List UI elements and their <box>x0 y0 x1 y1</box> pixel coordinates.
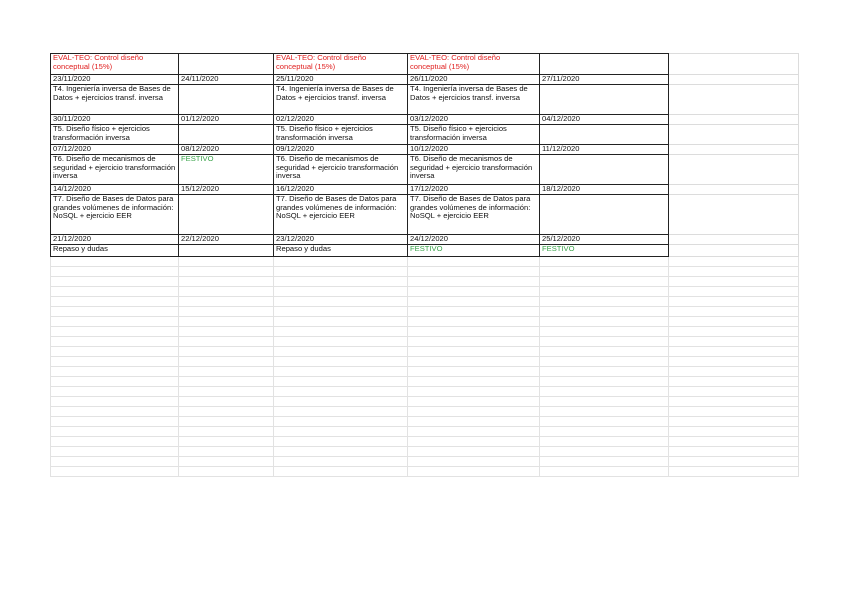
empty-cell[interactable] <box>179 337 274 347</box>
empty-cell[interactable] <box>669 347 799 357</box>
empty-cell[interactable] <box>274 447 408 457</box>
table-cell[interactable] <box>669 85 799 115</box>
empty-cell[interactable] <box>669 447 799 457</box>
empty-cell[interactable] <box>274 417 408 427</box>
empty-cell[interactable] <box>669 387 799 397</box>
empty-cell[interactable] <box>179 277 274 287</box>
table-cell[interactable]: 15/12/2020 <box>179 185 274 195</box>
empty-cell[interactable] <box>669 407 799 417</box>
empty-cell[interactable] <box>274 457 408 467</box>
empty-cell[interactable] <box>274 377 408 387</box>
empty-cell[interactable] <box>274 347 408 357</box>
empty-cell[interactable] <box>274 387 408 397</box>
empty-row <box>51 357 799 367</box>
table-cell[interactable]: 10/12/2020 <box>408 145 540 155</box>
empty-cell[interactable] <box>274 367 408 377</box>
empty-row <box>51 467 799 477</box>
table-cell[interactable]: T7. Diseño de Bases de Datos para grandes volúmenes de información: NoSQL + ejercicio EER <box>51 195 179 235</box>
table-cell[interactable]: 07/12/2020 <box>51 145 179 155</box>
table-cell[interactable]: T5. Diseño físico + ejercicios transformación inversa <box>408 125 540 145</box>
empty-row <box>51 347 799 357</box>
empty-cell[interactable] <box>274 327 408 337</box>
empty-cell[interactable] <box>540 287 669 297</box>
empty-cell[interactable] <box>540 267 669 277</box>
table-cell[interactable]: Repaso y dudas <box>274 245 408 257</box>
table-cell[interactable] <box>540 125 669 145</box>
table-cell[interactable] <box>669 155 799 185</box>
empty-cell[interactable] <box>51 467 179 477</box>
table-cell[interactable]: 08/12/2020 <box>179 145 274 155</box>
empty-cell[interactable] <box>669 337 799 347</box>
spreadsheet <box>50 53 798 529</box>
empty-cell[interactable] <box>274 277 408 287</box>
empty-cell[interactable] <box>51 317 179 327</box>
empty-cell[interactable] <box>408 337 540 347</box>
table-cell[interactable] <box>669 195 799 235</box>
table-cell[interactable]: 16/12/2020 <box>274 185 408 195</box>
empty-row <box>51 297 799 307</box>
empty-cell[interactable] <box>51 377 179 387</box>
empty-cell[interactable] <box>669 287 799 297</box>
table-row <box>51 245 799 257</box>
empty-cell[interactable] <box>540 277 669 287</box>
empty-cell[interactable] <box>540 307 669 317</box>
empty-cell[interactable] <box>51 287 179 297</box>
empty-row <box>51 437 799 447</box>
table-cell[interactable]: 03/12/2020 <box>408 115 540 125</box>
empty-cell[interactable] <box>408 287 540 297</box>
empty-cell[interactable] <box>179 457 274 467</box>
table-row <box>51 235 799 245</box>
empty-cell[interactable] <box>51 347 179 357</box>
table-cell[interactable]: 25/11/2020 <box>274 75 408 85</box>
empty-cell[interactable] <box>179 447 274 457</box>
empty-cell[interactable] <box>51 417 179 427</box>
empty-cell[interactable] <box>408 307 540 317</box>
empty-cell[interactable] <box>274 297 408 307</box>
table-cell[interactable] <box>669 145 799 155</box>
empty-cell[interactable] <box>274 397 408 407</box>
empty-cell[interactable] <box>669 377 799 387</box>
empty-cell[interactable] <box>408 447 540 457</box>
table-row <box>51 75 799 85</box>
table-cell[interactable]: 01/12/2020 <box>179 115 274 125</box>
table-cell[interactable] <box>179 245 274 257</box>
table-cell[interactable] <box>540 54 669 75</box>
empty-cell[interactable] <box>179 297 274 307</box>
table-cell[interactable] <box>540 195 669 235</box>
empty-cell[interactable] <box>51 357 179 367</box>
empty-cell[interactable] <box>179 377 274 387</box>
empty-cell[interactable] <box>408 387 540 397</box>
table-cell[interactable] <box>179 195 274 235</box>
table-cell[interactable] <box>669 54 799 75</box>
table-row <box>51 115 799 125</box>
empty-cell[interactable] <box>179 407 274 417</box>
table-cell[interactable] <box>179 54 274 75</box>
table-cell[interactable] <box>669 115 799 125</box>
empty-row <box>51 457 799 467</box>
table-cell[interactable] <box>669 235 799 245</box>
empty-row <box>51 427 799 437</box>
empty-cell[interactable] <box>51 387 179 397</box>
empty-cell[interactable] <box>408 457 540 467</box>
table-cell[interactable]: EVAL-TEO: Control diseño conceptual (15%) <box>51 54 179 75</box>
empty-row <box>51 337 799 347</box>
empty-cell[interactable] <box>540 367 669 377</box>
empty-cell[interactable] <box>669 357 799 367</box>
empty-cell[interactable] <box>408 267 540 277</box>
empty-cell[interactable] <box>51 267 179 277</box>
empty-cell[interactable] <box>274 437 408 447</box>
empty-cell[interactable] <box>274 467 408 477</box>
table-cell[interactable]: T6. Diseño de mecanismos de seguridad + ejercicio transformación inversa <box>408 155 540 185</box>
empty-row <box>51 307 799 317</box>
empty-cell[interactable] <box>540 337 669 347</box>
empty-cell[interactable] <box>540 327 669 337</box>
table-row <box>51 54 799 75</box>
table-cell[interactable]: 24/11/2020 <box>179 75 274 85</box>
table-cell[interactable]: 24/12/2020 <box>408 235 540 245</box>
empty-cell[interactable] <box>408 317 540 327</box>
empty-cell[interactable] <box>51 337 179 347</box>
empty-cell[interactable] <box>408 407 540 417</box>
table-cell[interactable]: T4. Ingeniería inversa de Bases de Datos + ejercicios transf. inversa <box>51 85 179 115</box>
empty-cell[interactable] <box>540 457 669 467</box>
empty-row <box>51 377 799 387</box>
empty-cell[interactable] <box>179 397 274 407</box>
empty-row <box>51 317 799 327</box>
empty-cell[interactable] <box>274 357 408 367</box>
empty-cell[interactable] <box>408 357 540 367</box>
table-cell[interactable] <box>669 125 799 145</box>
empty-cell[interactable] <box>408 427 540 437</box>
table-cell[interactable]: 26/11/2020 <box>408 75 540 85</box>
table-cell[interactable]: T6. Diseño de mecanismos de seguridad + ejercicio transformación inversa <box>274 155 408 185</box>
empty-cell[interactable] <box>540 447 669 457</box>
table-cell[interactable]: 23/12/2020 <box>274 235 408 245</box>
empty-cell[interactable] <box>540 427 669 437</box>
empty-cell[interactable] <box>540 397 669 407</box>
empty-cell[interactable] <box>408 377 540 387</box>
empty-cell[interactable] <box>540 357 669 367</box>
empty-cell[interactable] <box>51 427 179 437</box>
empty-cell[interactable] <box>540 317 669 327</box>
empty-cell[interactable] <box>408 467 540 477</box>
table-row <box>51 185 799 195</box>
empty-cell[interactable] <box>51 257 179 267</box>
table-cell[interactable] <box>669 245 799 257</box>
empty-cell[interactable] <box>274 337 408 347</box>
empty-cell[interactable] <box>179 417 274 427</box>
empty-cell[interactable] <box>540 257 669 267</box>
empty-row <box>51 417 799 427</box>
table-cell[interactable] <box>669 185 799 195</box>
empty-cell[interactable] <box>669 397 799 407</box>
empty-cell[interactable] <box>274 257 408 267</box>
empty-cell[interactable] <box>179 327 274 337</box>
empty-cell[interactable] <box>669 277 799 287</box>
table-cell[interactable]: 25/12/2020 <box>540 235 669 245</box>
empty-cell[interactable] <box>51 327 179 337</box>
table-row <box>51 195 799 235</box>
empty-cell[interactable] <box>274 317 408 327</box>
table-row <box>51 85 799 115</box>
empty-cell[interactable] <box>179 357 274 367</box>
table-cell[interactable]: 04/12/2020 <box>540 115 669 125</box>
empty-cell[interactable] <box>51 437 179 447</box>
table-cell[interactable]: 23/11/2020 <box>51 75 179 85</box>
empty-cell[interactable] <box>408 277 540 287</box>
table-cell[interactable]: 17/12/2020 <box>408 185 540 195</box>
empty-cell[interactable] <box>274 307 408 317</box>
empty-cell[interactable] <box>669 457 799 467</box>
empty-cell[interactable] <box>51 447 179 457</box>
table-cell[interactable]: 02/12/2020 <box>274 115 408 125</box>
table-cell[interactable]: T4. Ingeniería inversa de Bases de Datos + ejercicios transf. inversa <box>408 85 540 115</box>
table-cell[interactable]: 22/12/2020 <box>179 235 274 245</box>
empty-cell[interactable] <box>51 297 179 307</box>
empty-cell[interactable] <box>669 417 799 427</box>
table-cell[interactable]: 18/12/2020 <box>540 185 669 195</box>
table-cell[interactable]: T5. Diseño físico + ejercicios transformación inversa <box>51 125 179 145</box>
table-cell[interactable]: 14/12/2020 <box>51 185 179 195</box>
table-cell[interactable]: 30/11/2020 <box>51 115 179 125</box>
schedule-table <box>50 53 799 477</box>
empty-cell[interactable] <box>179 317 274 327</box>
empty-cell[interactable] <box>179 307 274 317</box>
empty-cell[interactable] <box>51 277 179 287</box>
empty-cell[interactable] <box>274 267 408 277</box>
empty-cell[interactable] <box>274 287 408 297</box>
table-cell[interactable]: Repaso y dudas <box>51 245 179 257</box>
empty-row <box>51 387 799 397</box>
empty-cell[interactable] <box>179 427 274 437</box>
table-row <box>51 155 799 185</box>
empty-cell[interactable] <box>274 427 408 437</box>
empty-cell[interactable] <box>179 367 274 377</box>
table-cell[interactable]: T5. Diseño físico + ejercicios transformación inversa <box>274 125 408 145</box>
table-cell[interactable]: 11/12/2020 <box>540 145 669 155</box>
empty-cell[interactable] <box>540 437 669 447</box>
table-cell[interactable] <box>179 85 274 115</box>
empty-cell[interactable] <box>540 297 669 307</box>
empty-cell[interactable] <box>540 467 669 477</box>
empty-cell[interactable] <box>179 467 274 477</box>
table-cell[interactable]: EVAL-TEO: Control diseño conceptual (15%) <box>408 54 540 75</box>
table-cell[interactable]: 27/11/2020 <box>540 75 669 85</box>
table-cell[interactable] <box>669 75 799 85</box>
empty-cell[interactable] <box>540 387 669 397</box>
empty-cell[interactable] <box>408 437 540 447</box>
empty-cell[interactable] <box>51 367 179 377</box>
empty-cell[interactable] <box>51 397 179 407</box>
table-row <box>51 125 799 145</box>
table-cell[interactable] <box>179 125 274 145</box>
empty-cell[interactable] <box>179 267 274 277</box>
table-cell[interactable]: 21/12/2020 <box>51 235 179 245</box>
empty-cell[interactable] <box>408 327 540 337</box>
empty-cell[interactable] <box>408 367 540 377</box>
table-cell[interactable]: FESTIVO <box>540 245 669 257</box>
empty-cell[interactable] <box>540 417 669 427</box>
table-cell[interactable]: T7. Diseño de Bases de Datos para grandes volúmenes de información: NoSQL + ejercicio EER <box>408 195 540 235</box>
empty-cell[interactable] <box>669 437 799 447</box>
table-cell[interactable] <box>540 155 669 185</box>
empty-cell[interactable] <box>669 327 799 337</box>
empty-row <box>51 447 799 457</box>
empty-cell[interactable] <box>51 407 179 417</box>
empty-cell[interactable] <box>179 287 274 297</box>
empty-row <box>51 277 799 287</box>
empty-cell[interactable] <box>540 347 669 357</box>
empty-cell[interactable] <box>51 457 179 467</box>
empty-cell[interactable] <box>669 367 799 377</box>
empty-cell[interactable] <box>669 257 799 267</box>
table-cell[interactable]: FESTIVO <box>408 245 540 257</box>
table-row <box>51 145 799 155</box>
empty-cell[interactable] <box>179 347 274 357</box>
empty-cell[interactable] <box>669 317 799 327</box>
table-cell[interactable]: FESTIVO <box>179 155 274 185</box>
empty-row <box>51 397 799 407</box>
table-cell[interactable]: 09/12/2020 <box>274 145 408 155</box>
empty-cell[interactable] <box>408 397 540 407</box>
empty-cell[interactable] <box>669 297 799 307</box>
empty-cell[interactable] <box>669 427 799 437</box>
empty-row <box>51 407 799 417</box>
empty-cell[interactable] <box>669 467 799 477</box>
empty-cell[interactable] <box>274 407 408 417</box>
table-cell[interactable]: T4. Ingeniería inversa de Bases de Datos + ejercicios transf. inversa <box>274 85 408 115</box>
empty-row <box>51 257 799 267</box>
empty-cell[interactable] <box>408 257 540 267</box>
empty-row <box>51 367 799 377</box>
table-cell[interactable] <box>540 85 669 115</box>
empty-cell[interactable] <box>179 387 274 397</box>
empty-cell[interactable] <box>540 407 669 417</box>
empty-cell[interactable] <box>669 307 799 317</box>
empty-cell[interactable] <box>179 257 274 267</box>
empty-row <box>51 287 799 297</box>
empty-cell[interactable] <box>408 417 540 427</box>
table-cell[interactable]: EVAL-TEO: Control diseño conceptual (15%) <box>274 54 408 75</box>
empty-cell[interactable] <box>408 347 540 357</box>
empty-row <box>51 267 799 277</box>
table-cell[interactable]: T7. Diseño de Bases de Datos para grandes volúmenes de información: NoSQL + ejercicio EER <box>274 195 408 235</box>
empty-row <box>51 327 799 337</box>
empty-cell[interactable] <box>408 297 540 307</box>
empty-cell[interactable] <box>540 377 669 387</box>
empty-cell[interactable] <box>669 267 799 277</box>
empty-cell[interactable] <box>179 437 274 447</box>
empty-cell[interactable] <box>51 307 179 317</box>
table-cell[interactable]: T6. Diseño de mecanismos de seguridad + ejercicio transformación inversa <box>51 155 179 185</box>
